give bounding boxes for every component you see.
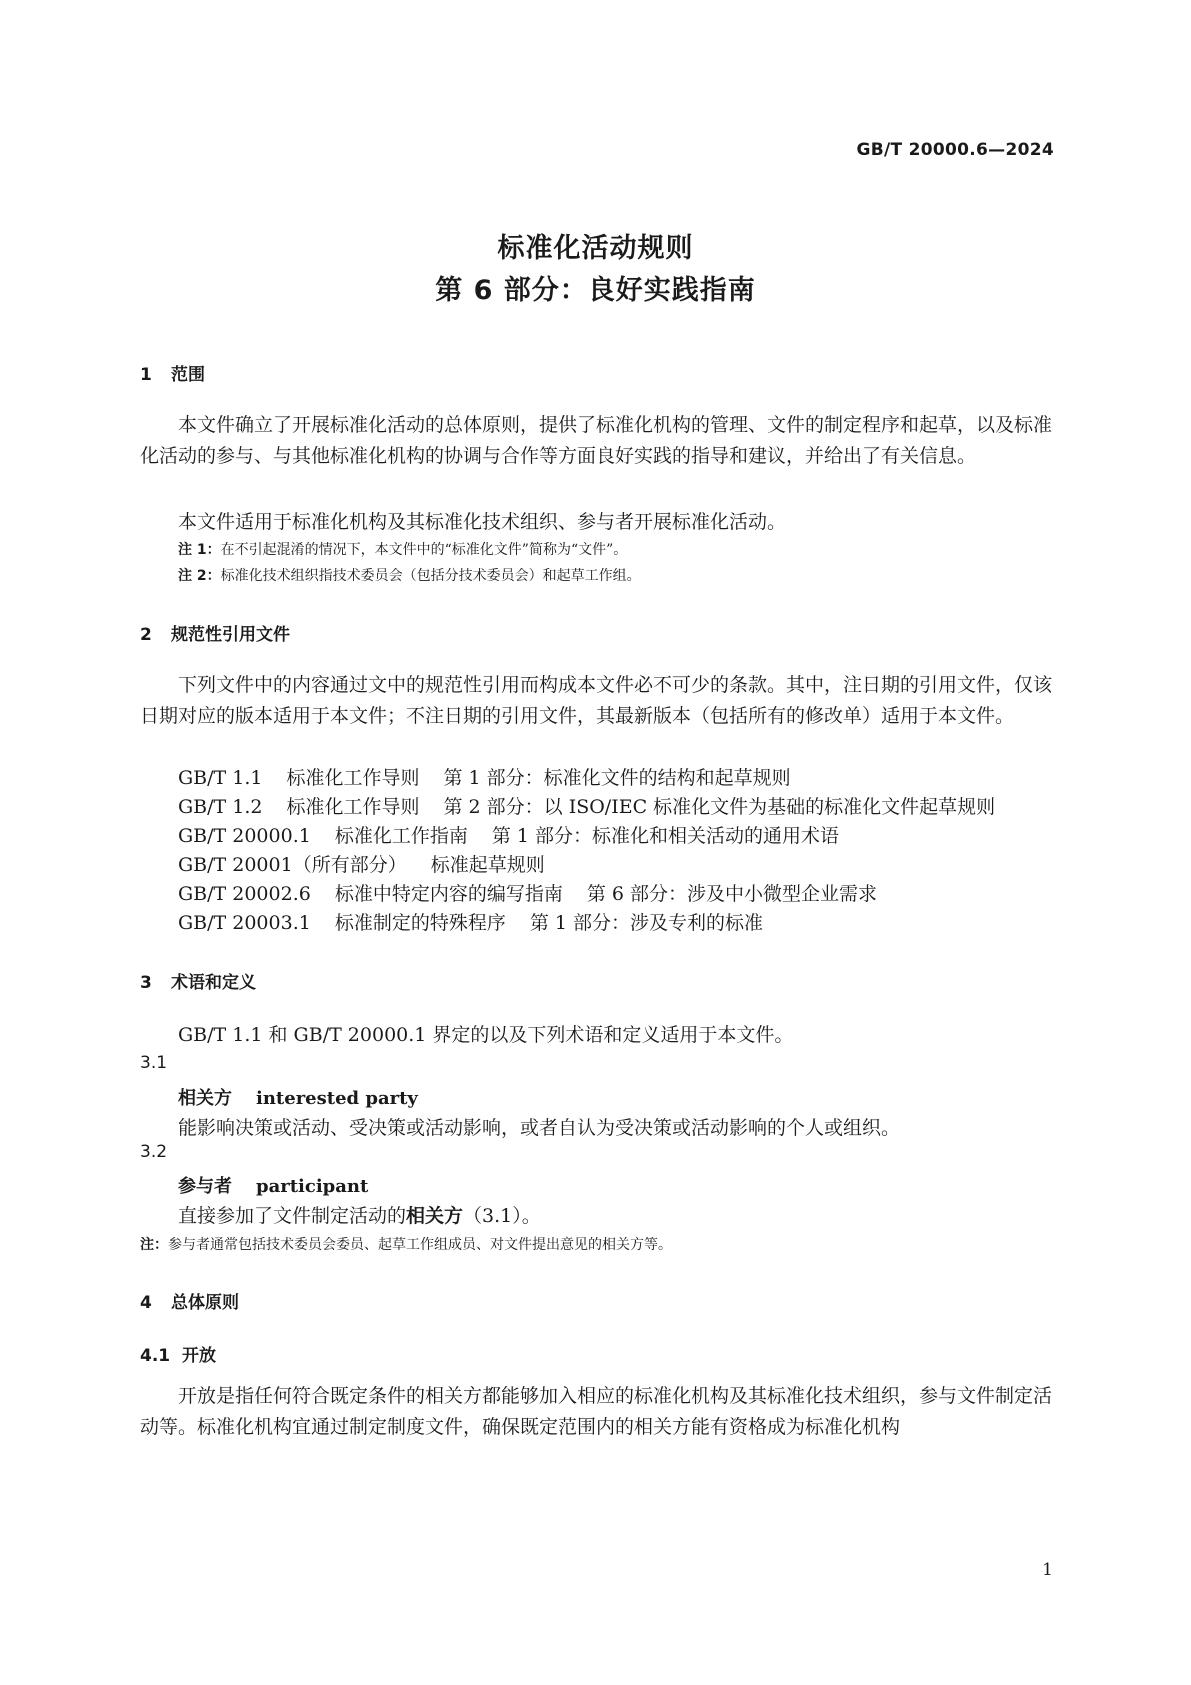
section-title: 范围 (171, 365, 205, 385)
term-definition (178, 1201, 541, 1228)
section-1-note-2 (178, 565, 641, 585)
reference-code: GB/T 20000.1 (178, 825, 311, 847)
note-label: 注 2： (178, 568, 221, 584)
term-chinese: 相关方 (178, 1088, 232, 1109)
note-text: 在不引起混淆的情况下，本文件中的“标准化文件”简称为“文件”。 (220, 542, 628, 558)
note-label: 注： (140, 1237, 168, 1253)
section-number: 1 (140, 365, 152, 385)
term-note (140, 1234, 672, 1254)
section-number: 2 (140, 625, 152, 645)
reference-part: 第 6 部分：涉及中小微型企业需求 (586, 883, 878, 905)
term-number: 3.2 (140, 1142, 168, 1162)
reference-title: 标准化工作导则 (286, 767, 420, 789)
section-1-note-1 (178, 539, 627, 559)
reference-item (178, 879, 877, 906)
section-1-heading (140, 360, 205, 385)
reference-title: 标准化工作导则 (286, 796, 420, 818)
reference-code: GB/T 20003.1 (178, 912, 311, 934)
reference-code: GB/T 20002.6 (178, 883, 311, 905)
term-heading (178, 1084, 418, 1110)
document-subtitle: 第 6 部分：良好实践指南 (435, 275, 756, 306)
standard-code: GB/T 20000.6—2024 (856, 140, 1054, 160)
subsection-4-1-paragraph: 开放是指任何符合既定条件的相关方都能够加入相应的标准化机构及其标准化技术组织，参与文件制定活动等。标准化机构宜通过制定制度文件，确保既定范围内的相关方能有资格成为标准化机构 (140, 1385, 1053, 1438)
document-title: 标准化活动规则 (497, 233, 694, 264)
reference-item (178, 763, 791, 790)
term-heading (178, 1172, 368, 1198)
reference-item (178, 850, 545, 877)
reference-item (178, 821, 839, 848)
term-number: 3.1 (140, 1053, 168, 1073)
section-title: 规范性引用文件 (171, 625, 290, 645)
reference-code: GB/T 1.1 (178, 767, 263, 789)
reference-title: 标准化工作指南 (334, 825, 468, 847)
reference-part: 第 2 部分：以 ISO/IEC 标准化文件为基础的标准化文件起草规则 (443, 796, 996, 818)
term-english: participant (256, 1176, 369, 1197)
note-label: 注 1： (178, 542, 221, 558)
section-2-heading (140, 620, 290, 645)
term-definition: 能影响决策或活动、受决策或活动影响，或者自认为受决策或活动影响的个人或组织。 (178, 1117, 901, 1139)
section-title: 术语和定义 (171, 973, 256, 993)
reference-item (178, 792, 995, 819)
section-3-intro: GB/T 1.1 和 GB/T 20000.1 界定的以及下列术语和定义适用于本文件。 (178, 1024, 794, 1046)
reference-title: 标准中特定内容的编写指南 (334, 883, 563, 905)
subsection-number: 4.1 (140, 1346, 171, 1366)
subsection-title: 开放 (182, 1346, 216, 1366)
section-1-paragraph-2: 本文件适用于标准化机构及其标准化技术组织、参与者开展标准化活动。 (178, 511, 787, 533)
subsection-4-1-heading (140, 1341, 216, 1366)
reference-code: GB/T 1.2 (178, 796, 263, 818)
section-2-paragraph-1: 下列文件中的内容通过文中的规范性引用而构成本文件必不可少的条款。其中，注日期的引用文件，仅该日期对应的版本适用于本文件；不注日期的引用文件，其最新版本（包括所有的修改单）适用于本文件。 (140, 674, 1053, 727)
reference-part: 第 1 部分：标准化和相关活动的通用术语 (491, 825, 840, 847)
section-1-paragraph-1: 本文件确立了开展标准化活动的总体原则，提供了标准化机构的管理、文件的制定程序和起草，以及标准化活动的参与、与其他标准化机构的协调与合作等方面良好实践的指导和建议，并给出了有关信息。 (140, 414, 1053, 467)
reference-title: 标准制定的特殊程序 (334, 912, 506, 934)
term-english: interested party (256, 1088, 418, 1109)
term-chinese: 参与者 (178, 1176, 232, 1197)
definition-text: 直接参加了文件制定活动的 (178, 1205, 407, 1227)
note-text: 标准化技术组织指技术委员会（包括分技术委员会）和起草工作组。 (220, 568, 641, 584)
reference-code: GB/T 20001（所有部分） (178, 854, 407, 876)
reference-title: 标准起草规则 (430, 854, 545, 876)
section-number: 4 (140, 1293, 152, 1313)
section-4-heading (140, 1288, 239, 1313)
section-3-heading (140, 968, 256, 993)
reference-part: 第 1 部分：标准化文件的结构和起草规则 (443, 767, 791, 789)
reference-item (178, 908, 763, 935)
section-title: 总体原则 (171, 1293, 239, 1313)
definition-text: （3.1）。 (463, 1205, 541, 1227)
note-text: 参与者通常包括技术委员会委员、起草工作组成员、对文件提出意见的相关方等。 (168, 1237, 672, 1253)
section-number: 3 (140, 973, 152, 993)
reference-part: 第 1 部分：涉及专利的标准 (529, 912, 764, 934)
definition-term-reference: 相关方 (406, 1205, 464, 1227)
page-number: 1 (1042, 1560, 1053, 1580)
